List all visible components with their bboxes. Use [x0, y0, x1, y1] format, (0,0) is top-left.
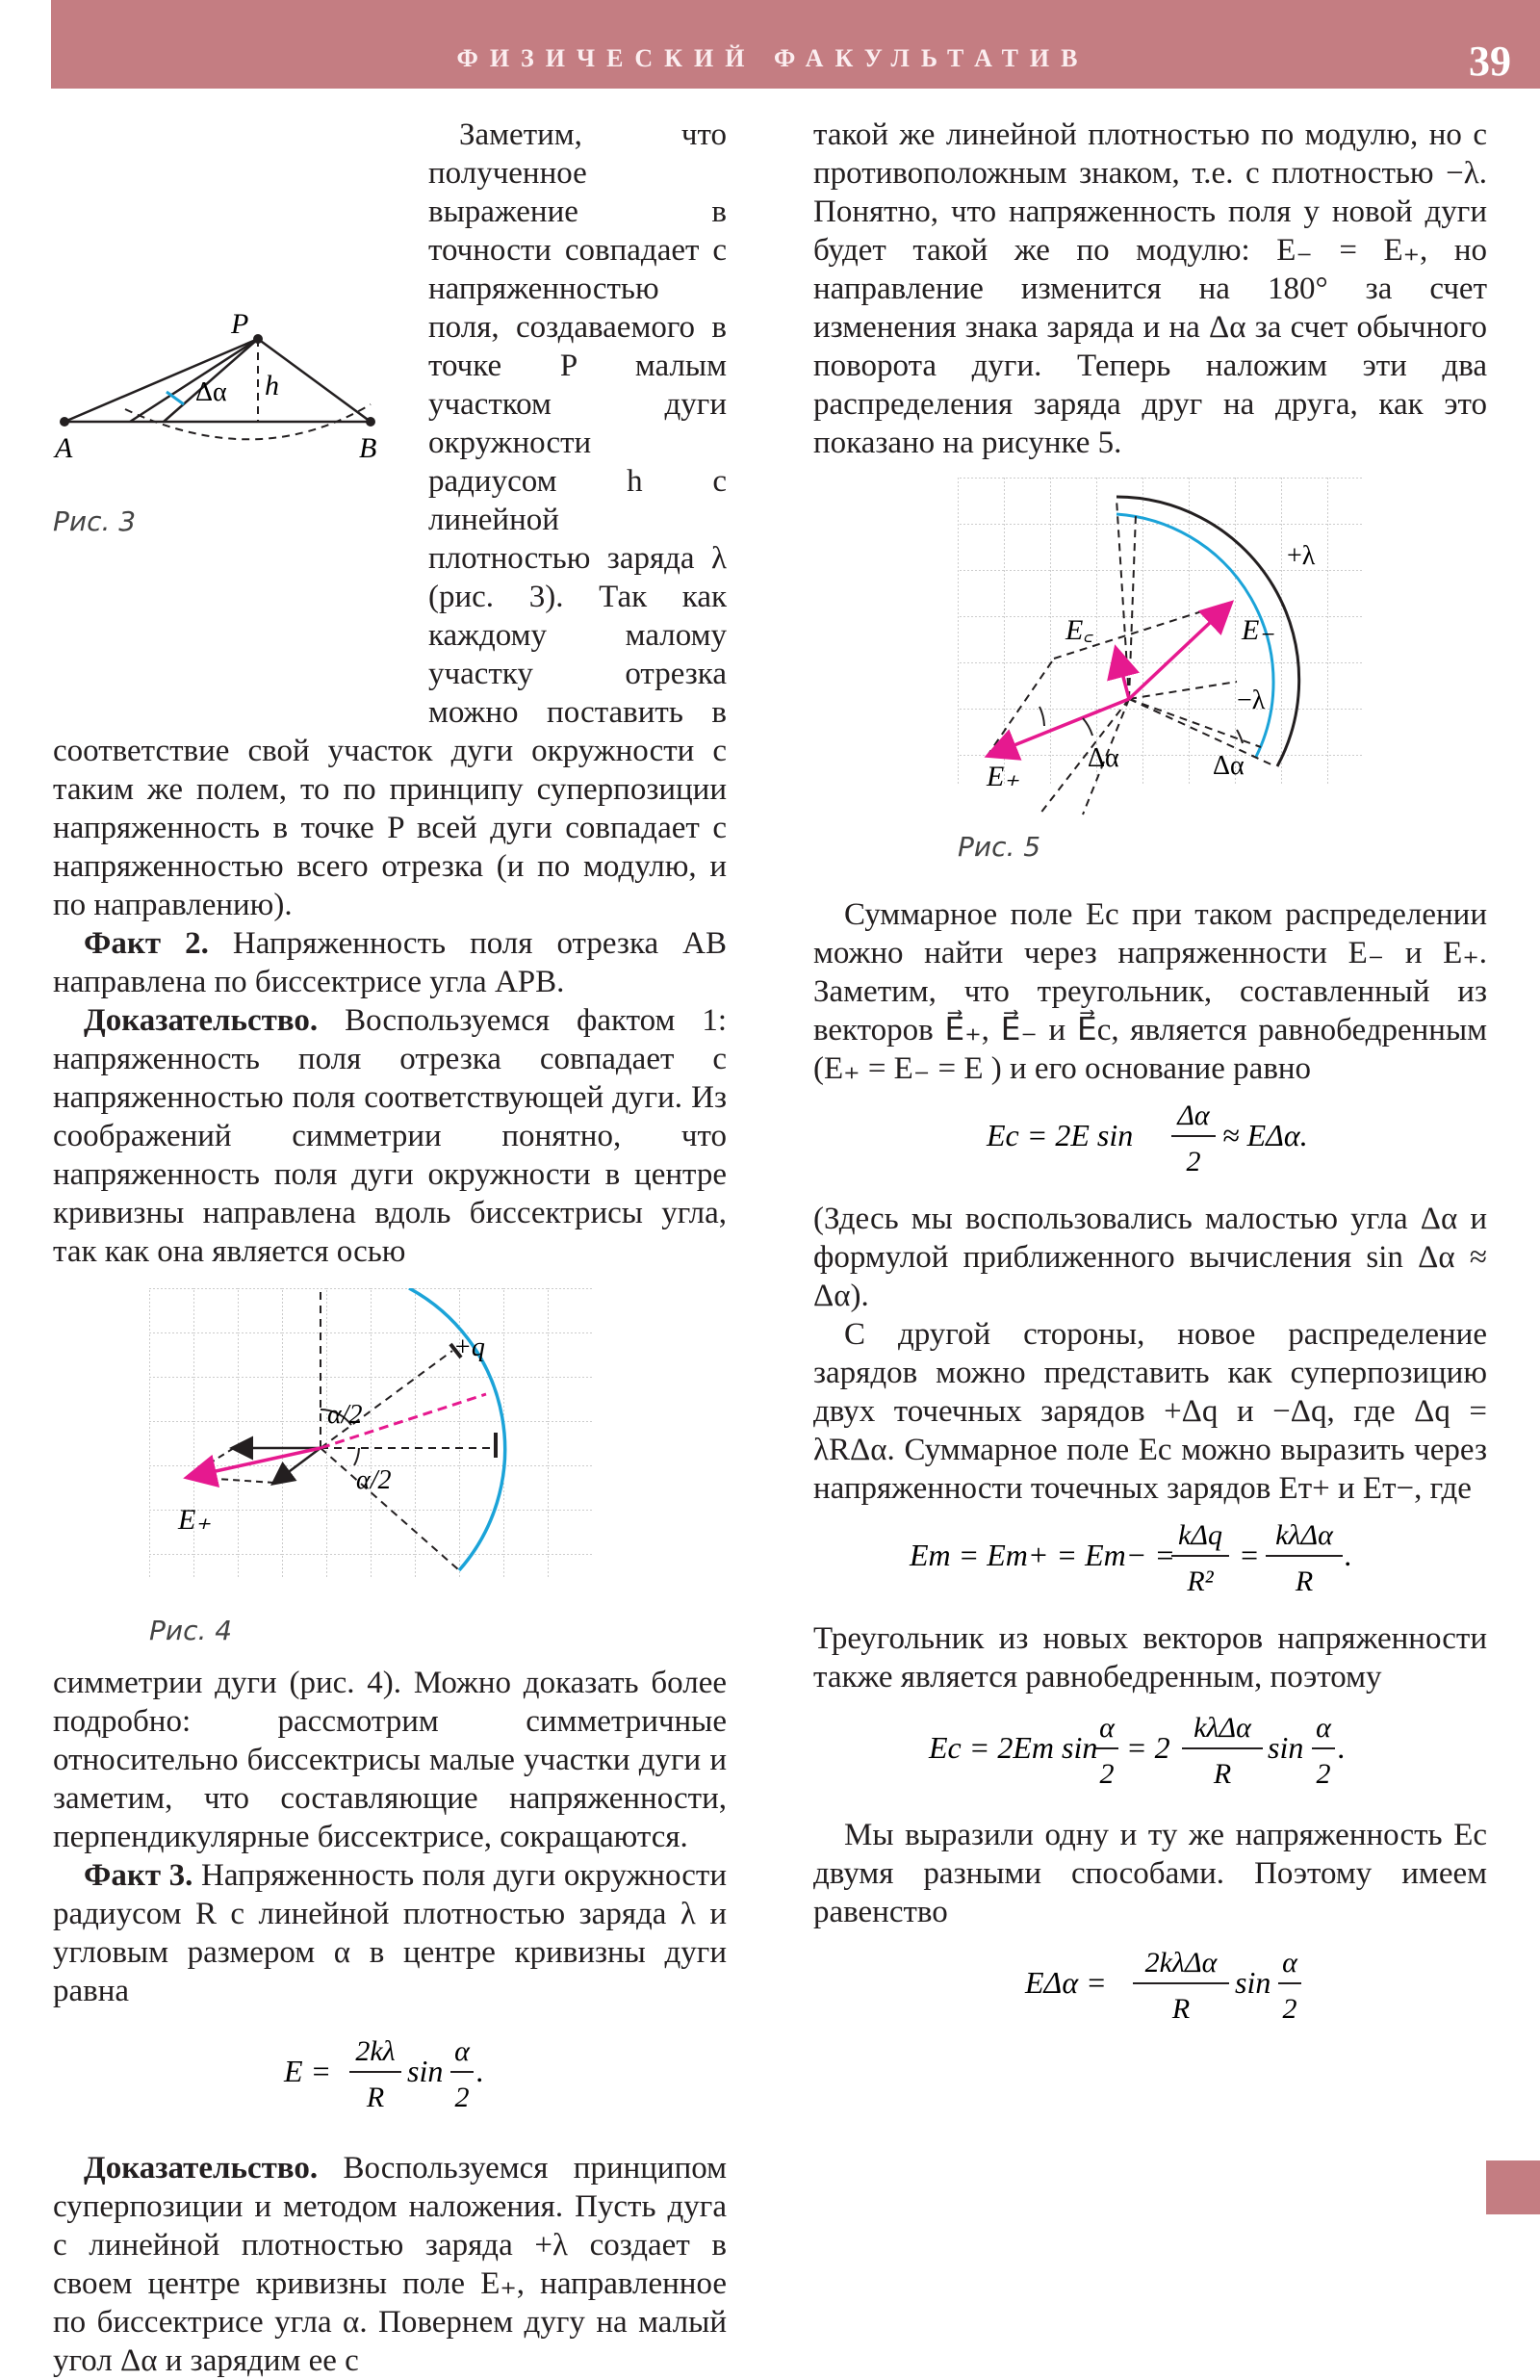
label-delta-2: Δα	[1213, 751, 1245, 781]
label-half-angle-2: α/2	[356, 1465, 392, 1495]
paragraph-r2: Суммарное поле Eс при таком распределении можно найти через напряженности E₋ и E₊. Заметим, что треугольник, составленный из векторов E⃗₊, E⃗₋ и E⃗с, является равнобедренным (E₊ = E₋ = E ) и его основание равно	[813, 897, 1487, 1086]
svg-text:α: α	[454, 2035, 470, 2067]
label-e-plus-5: E₊	[987, 761, 1020, 792]
svg-text:α: α	[1099, 1712, 1115, 1744]
paragraph-r5: Треугольник из новых векторов напряженности также является равнобедренным, поэтому	[813, 1621, 1487, 1694]
svg-text:Eс = 2Eт sin: Eс = 2Eт sin	[929, 1730, 1098, 1765]
figure-5-caption: Рис. 5	[958, 831, 1041, 863]
ray-1	[130, 339, 258, 422]
svg-text:R: R	[366, 2082, 385, 2113]
svg-text:Eт = Eт+ = Eт− =: Eт = Eт+ = Eт− =	[910, 1538, 1175, 1572]
fact-3-label: Факт 3.	[84, 1858, 193, 1893]
figure-3-drawing	[53, 298, 417, 520]
label-q: +q	[453, 1332, 485, 1362]
svg-text:Eс = 2E sin: Eс = 2E sin	[987, 1118, 1134, 1152]
svg-text:R: R	[1295, 1565, 1314, 1597]
svg-text:sin: sin	[1235, 1965, 1271, 2000]
fact-2	[53, 924, 727, 1001]
svg-text:2: 2	[1316, 1758, 1331, 1790]
label-p: P	[231, 308, 249, 340]
svg-text:2kλΔα: 2kλΔα	[1144, 1947, 1218, 1979]
svg-text:α: α	[1316, 1712, 1331, 1744]
svg-text:=: =	[1239, 1538, 1260, 1572]
right-column	[813, 116, 1487, 2051]
figure-4	[149, 1288, 592, 1650]
point-b	[366, 417, 375, 427]
formula-ec-1	[813, 1096, 1487, 1192]
paragraph-r1: такой же линейной плотностью по модулю, но с противоположным знаком, т.е. с плотностью −λ. Понятно, что напряженность поля у новой дуги будет такой же по модулю: E₋ = E₊, но направление изменится на 180° за счет изменения знака заряда и на Δα за счет обычного поворота дуги. Теперь наложим эти два распределения заряда друг на друга, как это показано на рисунке 5.	[813, 117, 1487, 460]
svg-text:= 2: = 2	[1126, 1730, 1170, 1765]
proof-1-label: Доказательство.	[84, 1003, 319, 1038]
svg-text:≈ EΔα.: ≈ EΔα.	[1222, 1118, 1308, 1152]
fact-2-text: Напряженность поля отрезка AB направлена по биссектрисе угла APB.	[53, 926, 727, 999]
svg-text:R²: R²	[1187, 1565, 1214, 1597]
figure-4-caption: Рис. 4	[149, 1615, 233, 1646]
label-minus-lambda: −λ	[1237, 686, 1266, 715]
label-delta-1: Δα	[1088, 743, 1119, 773]
svg-text:R: R	[1213, 1758, 1232, 1790]
svg-text:.: .	[1345, 1538, 1352, 1572]
page-corner-tab	[1486, 2160, 1540, 2214]
label-a: A	[55, 432, 73, 464]
figure-4-drawing	[149, 1288, 592, 1606]
svg-text:α: α	[1282, 1947, 1297, 1979]
label-e-minus: E₋	[1242, 614, 1275, 646]
formula-et	[813, 1515, 1487, 1612]
label-h: h	[265, 370, 279, 401]
svg-text:kλΔα: kλΔα	[1194, 1712, 1251, 1744]
page-number: 39	[1469, 38, 1511, 85]
fact-3	[53, 1856, 727, 2010]
svg-text:.: .	[1338, 1730, 1346, 1765]
svg-text:sin: sin	[1268, 1730, 1304, 1765]
figure-3-caption: Рис. 3	[53, 505, 137, 537]
svg-text:2: 2	[1186, 1146, 1201, 1177]
paragraph-1: Заметим, что полученное выражение в точности совпадает с напряженностью поля, создаваемого в точке P малым участком дуги окружности радиусом h с линейной плотностью заряда λ (рис. 3). Так как каждому малому участку отрезка можно поставить в соответствие свой участок дуги окружности с таким же полем, то по принципу суперпозиции напряженность в точке P всей дуги совпадает с напряженностью всего отрезка (и по модулю, и по направлению).	[53, 117, 727, 922]
label-e-plus: E₊	[178, 1504, 212, 1536]
svg-text:R: R	[1171, 1993, 1191, 2025]
point-p	[253, 334, 263, 344]
point-a	[60, 417, 69, 427]
svg-text:EΔα =: EΔα =	[1025, 1965, 1107, 2000]
line-pa	[64, 339, 258, 422]
label-delta: Δα	[195, 377, 227, 407]
running-header	[51, 0, 1540, 89]
svg-text:.: .	[476, 2054, 484, 2088]
label-e-c: E꜀	[1065, 614, 1093, 646]
figure-3	[53, 298, 417, 698]
svg-text:kλΔα: kλΔα	[1275, 1519, 1333, 1551]
formula-field-arc	[53, 2031, 727, 2128]
proof-2-label: Доказательство.	[84, 2151, 319, 2186]
svg-text:2: 2	[454, 2082, 470, 2113]
proof-2	[53, 2149, 727, 2380]
fact-3-text: Напряженность поля дуги окружности радиусом R с линейной плотностью заряда λ и угловым размером α в центре кривизны дуги равна	[53, 1858, 727, 2008]
svg-text:2: 2	[1282, 1993, 1297, 2025]
formula-1-svg	[245, 2031, 534, 2118]
paragraph-r3: (Здесь мы воспользовались малостью угла Δα и формулой приближенного вычисления sin Δα ≈ Δα).	[813, 1202, 1487, 1313]
label-half-angle-1: α/2	[327, 1400, 363, 1430]
formula-ec-2	[813, 1708, 1487, 1804]
journal-section-title: ФИЗИЧЕСКИЙ ФАКУЛЬТАТИВ	[456, 44, 1090, 72]
svg-text:2: 2	[1099, 1758, 1115, 1790]
label-b: B	[359, 432, 377, 464]
svg-text:E =: E =	[284, 2054, 332, 2088]
svg-text:sin: sin	[407, 2054, 444, 2088]
proof-1	[53, 1001, 727, 1271]
fact-2-label: Факт 2.	[84, 926, 209, 961]
formula-final	[813, 1943, 1487, 2039]
paragraph-r6: Мы выразили одну и ту же напряженность Eс двумя разными способами. Поэтому имеем равенство	[813, 1818, 1487, 1929]
label-plus-lambda: +λ	[1287, 541, 1316, 571]
proof-1-text: Воспользуемся фактом 1: напряженность поля отрезка совпадает с напряженностью поля соответствующей дуги. Из соображений симметрии понятно, что напряженность поля дуги окружности в центре кривизны направлена вдоль биссектрисы угла, так как она является осью	[53, 1003, 727, 1269]
figure-5-drawing	[958, 478, 1362, 824]
proof-2-text: Воспользуемся принципом суперпозиции и методом наложения. Пусть дуга с линейной плотностью заряда +λ создает в своем центре кривизны поле E₊, направленное по биссектрисе угла α. Повернем дугу на малый угол Δα и зарядим ее с	[53, 2151, 727, 2378]
left-column	[53, 116, 727, 2380]
svg-text:kΔq: kΔq	[1178, 1519, 1222, 1551]
paragraph-r4: С другой стороны, новое распределение зарядов можно представить как суперпозицию двух точечных зарядов +Δq и −Δq, где Δq = λRΔα. Суммарное поле Eс можно выразить через напряженности точечных зарядов Eт+ и Eт−, где	[813, 1317, 1487, 1506]
figure-5	[958, 478, 1362, 867]
svg-text:Δα: Δα	[1177, 1099, 1210, 1131]
paragraph-2: симметрии дуги (рис. 4). Можно доказать более подробно: рассмотрим симметричные относительно биссектрисы малые участки дуги и заметим, что составляющие напряженности, перпендикулярные биссектрисе, сокращаются.	[53, 1666, 727, 1854]
svg-text:2kλ: 2kλ	[355, 2035, 396, 2067]
